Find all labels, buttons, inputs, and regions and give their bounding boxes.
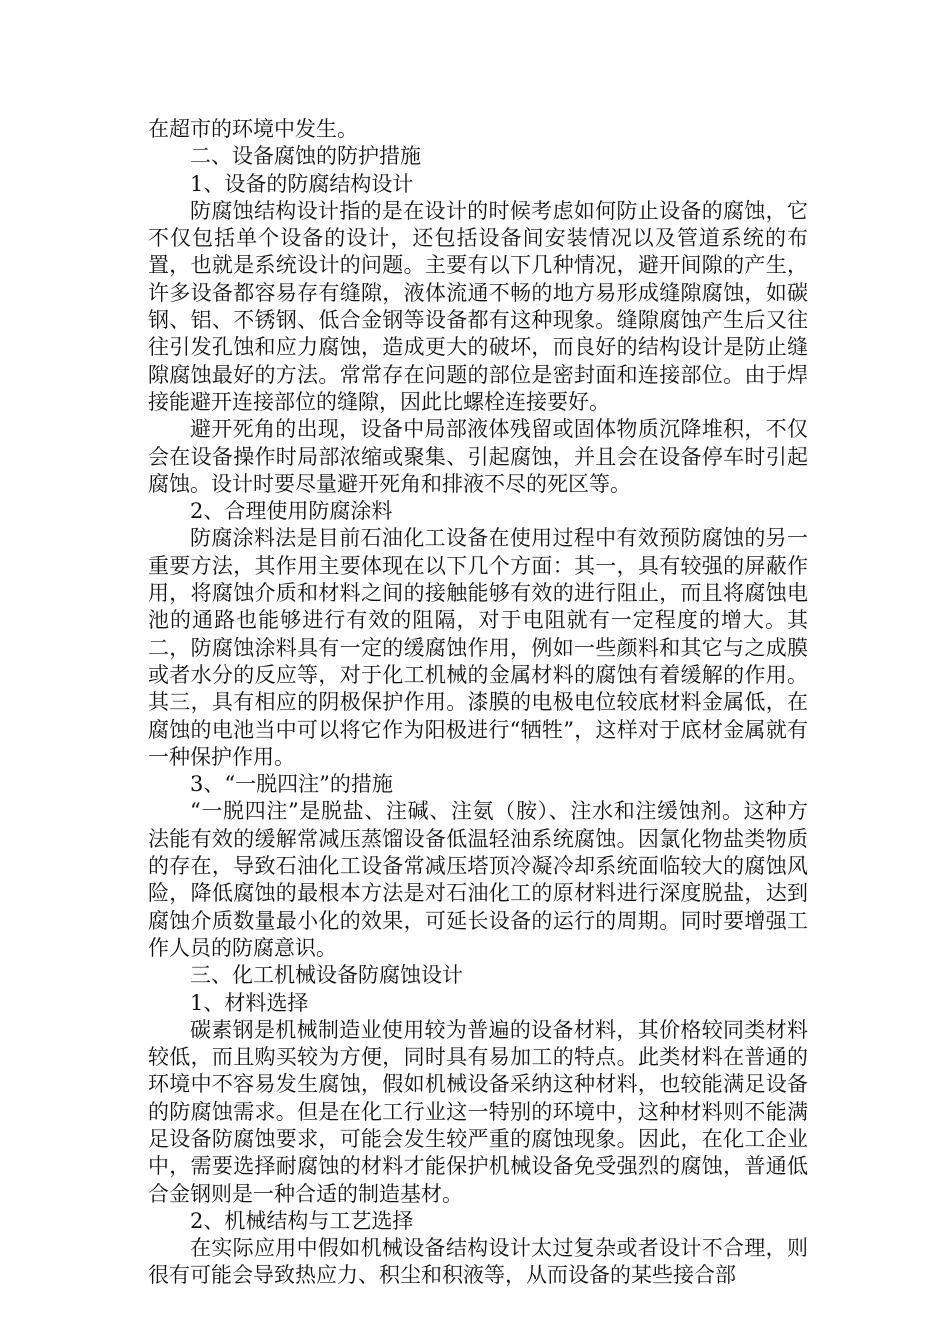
subsection-heading: 3、“一脱四注”的措施	[190, 772, 393, 797]
section-heading: 三、化工机械设备防腐蚀设计	[190, 963, 463, 988]
section-heading: 二、设备腐蚀的防护措施	[190, 144, 421, 169]
subsection-heading: 1、设备的防腐结构设计	[190, 171, 414, 196]
paragraph: “一脱四注”是脱盐、注碱、注氨（胺）、注水和注缓蚀剂。这种方法能有效的缓解常减压蒸馏设备低温轻油系统腐蚀。因氯化物盐类物质的存在，导致石油化工设备常减压塔顶冷凝冷却系统面临较大的腐蚀风险，降低腐蚀的最根本方法是对石油化工的原材料进行深度脱盐，达到腐蚀介质数量最小化的效果，可延长设备的运行的周期。同时要增强工作人员的防腐意识。	[148, 799, 808, 960]
subsection-heading: 1、材料选择	[190, 990, 309, 1015]
paragraph: 在实际应用中假如机械设备结构设计太过复杂或者设计不合理，则很有可能会导致热应力、积尘和积液等，从而设备的某些接合部	[148, 1236, 808, 1288]
paragraph: 防腐蚀结构设计指的是在设计的时候考虑如何防止设备的腐蚀，它不仅包括单个设备的设计，还包括设备间安装情况以及管道系统的布置，也就是系统设计的问题。主要有以下几种情况，避开间隙的产生，许多设备都容易存有缝隙，液体流通不畅的地方易形成缝隙腐蚀，如碳钢、铝、不锈钢、低合金钢等设备都有这种现象。缝隙腐蚀产生后又往往引发孔蚀和应力腐蚀，造成更大的破坏，而良好的结构设计是防止缝隙腐蚀最好的方法。常常存在问题的部位是密封面和连接部位。由于焊接能避开连接部位的缝隙，因此比螺栓连接要好。	[148, 198, 808, 414]
subsection-heading: 2、机械结构与工艺选择	[190, 1208, 414, 1233]
document-page	[148, 116, 808, 1290]
paragraph: 碳素钢是机械制造业使用较为普遍的设备材料，其价格较同类材料较低，而且购买较为方便，同时具有易加工的特点。此类材料在普通的环境中不容易发生腐蚀，假如机械设备采纳这种材料，也较能满足设备的防腐蚀需求。但是在化工行业这一特别的环境中，这种材料则不能满足设备防腐蚀要求，可能会发生较严重的腐蚀现象。因此，在化工企业中，需要选择耐腐蚀的材料才能保护机械设备免受强烈的腐蚀，普通低合金钢则是一种合适的制造基材。	[148, 1017, 808, 1206]
paragraph-continuation: 在超市的环境中发生。	[148, 117, 358, 141]
paragraph: 避开死角的出现，设备中局部液体残留或固体物质沉降堆积，不仅会在设备操作时局部浓缩或聚集、引起腐蚀，并且会在设备停车时引起腐蚀。设计时要尽量避开死角和排液不尽的死区等。	[148, 417, 808, 496]
subsection-heading: 2、合理使用防腐涂料	[190, 499, 393, 524]
paragraph: 防腐涂料法是目前石油化工设备在使用过程中有效预防腐蚀的另一重要方法，其作用主要体现在以下几个方面：其一，具有较强的屏蔽作用，将腐蚀介质和材料之间的接触能够有效的进行阻止，而且将腐蚀电池的通路也能够进行有效的阻隔，对于电阻就有一定程度的增大。其二，防腐蚀涂料具有一定的缓腐蚀作用，例如一些颜料和其它与之成膜或者水分的反应等，对于化工机械的金属材料的腐蚀有着缓解的作用。其三，具有相应的阴极保护作用。漆膜的电极电位较底材料金属低，在腐蚀的电池当中可以将它作为阳极进行“牺牲”，这样对于底材金属就有一种保护作用。	[148, 526, 808, 769]
